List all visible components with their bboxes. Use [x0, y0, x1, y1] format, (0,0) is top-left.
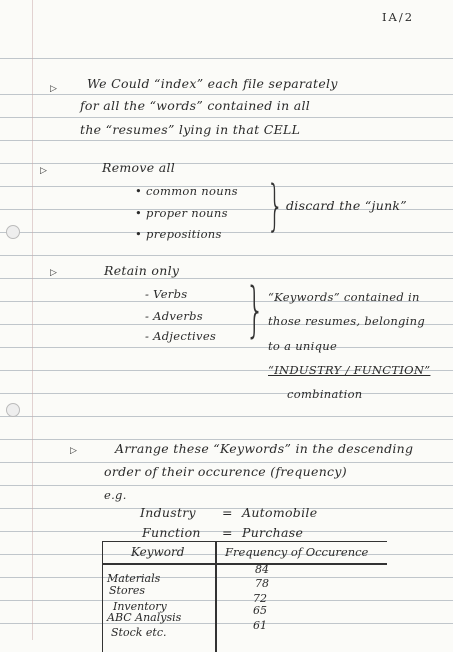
- remove-heading: Remove all: [102, 160, 176, 175]
- retain-note-3: to a unique: [268, 339, 338, 353]
- index-line-2: for all the “words” contained in all: [80, 98, 311, 113]
- index-line-1: We Could “index” each file separately: [87, 76, 338, 91]
- function-label: Function: [142, 525, 201, 540]
- table-row-frequency: 84: [255, 563, 269, 576]
- table-row-keyword: Materials: [107, 572, 161, 585]
- retain-note-1: “Keywords” contained in: [268, 290, 420, 304]
- punch-hole: [6, 225, 20, 239]
- retain-note-4: “INDUSTRY / FUNCTION”: [268, 363, 431, 377]
- retain-heading: Retain only: [104, 263, 180, 278]
- function-value: Purchase: [242, 525, 304, 540]
- table-row-keyword: Stores: [109, 584, 145, 597]
- retain-note-2: those resumes, belonging: [268, 314, 426, 328]
- arrange-line-2: order of their occurence (frequency): [104, 464, 347, 479]
- retain-item-2: - Adverbs: [145, 309, 203, 323]
- table-header-frequency: Frequency of Occurence: [225, 545, 369, 559]
- table-header-keyword: Keyword: [131, 545, 185, 559]
- bullet-triangle-icon: ▷: [70, 446, 77, 456]
- remove-note: discard the “junk”: [286, 198, 407, 213]
- table-row-frequency: 65: [253, 604, 267, 617]
- table-row-keyword: ABC Analysis: [107, 611, 182, 624]
- table-row-keyword: Inventory: [113, 600, 167, 613]
- bullet-triangle-icon: ▷: [50, 268, 57, 278]
- industry-label: Industry: [140, 505, 196, 520]
- table-divider: [215, 542, 217, 652]
- brace-icon: }: [245, 275, 265, 345]
- remove-item-1: • common nouns: [135, 184, 238, 198]
- bullet-triangle-icon: ▷: [50, 84, 57, 94]
- brace-icon: }: [266, 174, 284, 237]
- remove-item-2: • proper nouns: [135, 206, 228, 220]
- table-row-keyword: Stock etc.: [111, 626, 167, 639]
- table-row-frequency: 78: [255, 577, 269, 590]
- punch-hole: [6, 403, 20, 417]
- frequency-table: [102, 541, 387, 652]
- table-row-frequency: 61: [253, 619, 267, 632]
- bullet-triangle-icon: ▷: [40, 166, 47, 176]
- retain-note-5: combination: [287, 387, 363, 401]
- remove-item-3: • prepositions: [135, 227, 222, 241]
- page-label: IA/2: [382, 10, 415, 24]
- table-header-line: [103, 563, 387, 565]
- retain-item-1: - Verbs: [145, 287, 188, 301]
- index-line-3: the “resumes” lying in that CELL: [80, 122, 301, 137]
- industry-equals: =: [222, 505, 233, 520]
- arrange-line-1: Arrange these “Keywords” in the descending: [115, 441, 414, 456]
- retain-item-3: - Adjectives: [145, 329, 217, 343]
- industry-value: Automobile: [242, 505, 318, 520]
- eg-label: e.g.: [104, 488, 127, 502]
- table-row-frequency: 72: [253, 592, 267, 605]
- function-equals: =: [222, 525, 233, 540]
